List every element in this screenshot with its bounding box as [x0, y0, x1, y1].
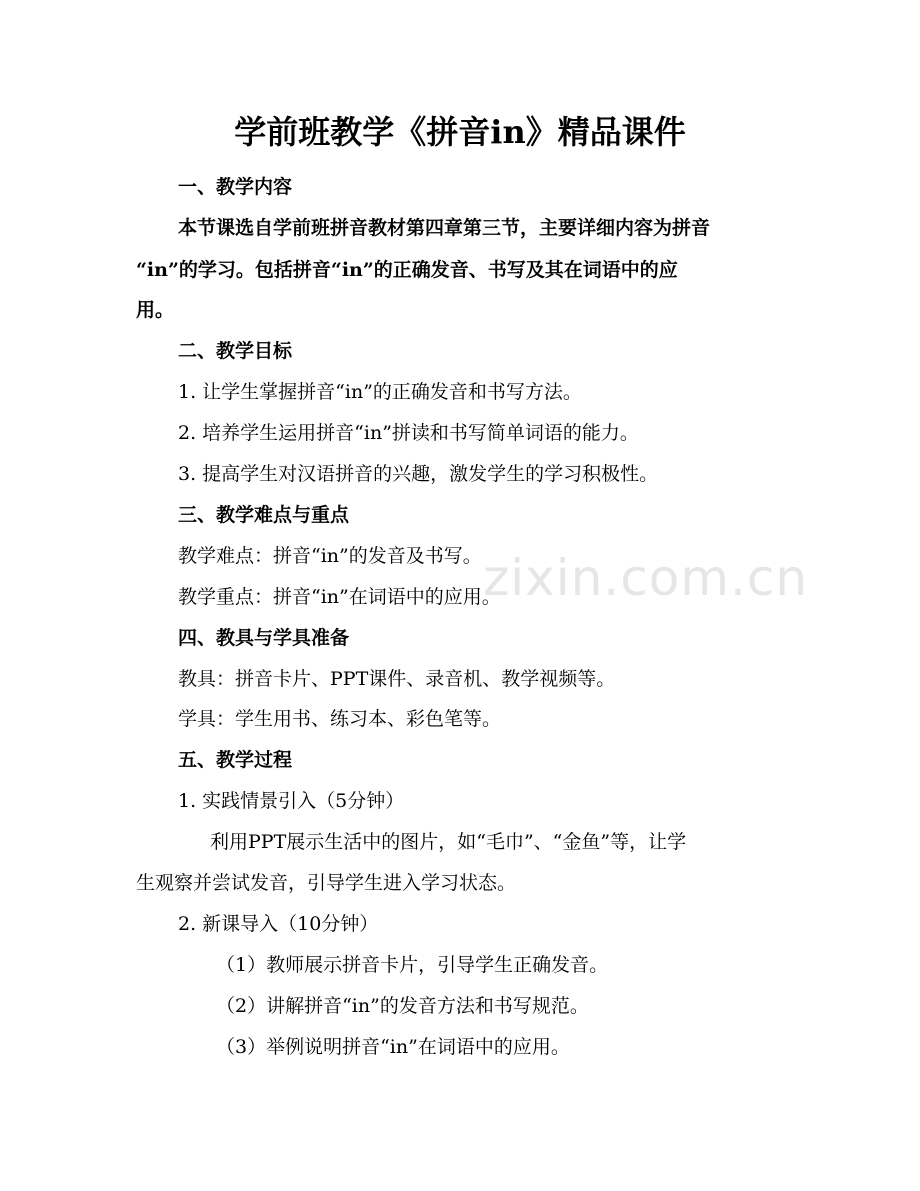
- tools-item: 学具：学生用书、练习本、彩色笔等。: [178, 708, 502, 730]
- process-step-title: 1. 实践情景引入（5分钟）: [178, 790, 405, 812]
- section-heading-tools: 四、教具与学具准备: [178, 627, 350, 649]
- difficulty-item: 教学难点：拼音“in”的发音及书写。: [178, 545, 482, 567]
- objective-item: 3. 提高学生对汉语拼音的兴趣，激发学生的学习积极性。: [178, 463, 659, 485]
- page-title: 学前班教学《拼音in》精品课件: [234, 113, 686, 151]
- objective-item: 2. 培养学生运用拼音“in”拼读和书写简单词语的能力。: [178, 422, 639, 444]
- process-substep-item: （2）讲解拼音“in”的发音方法和书写规范。: [216, 995, 589, 1017]
- section-heading-content: 一、教学内容: [178, 176, 293, 198]
- process-paragraph-line: 生观察并尝试发音，引导学生进入学习状态。: [136, 872, 517, 894]
- section-heading-process: 五、教学过程: [178, 749, 293, 771]
- process-step-title: 2. 新课导入（10分钟）: [178, 913, 379, 935]
- content-paragraph-line: “in”的学习。包括拼音“in”的正确发音、书写及其在词语中的应: [136, 259, 678, 281]
- content-paragraph-line: 本节课选自学前班拼音教材第四章第三节，主要详细内容为拼音: [178, 217, 711, 239]
- process-substep-item: （1）教师展示拼音卡片，引导学生正确发音。: [216, 954, 609, 976]
- difficulty-item: 教学重点：拼音“in”在词语中的应用。: [178, 586, 501, 608]
- watermark: zixin.com.cn: [483, 549, 809, 607]
- process-substep-item: （3）举例说明拼音“in”在词语中的应用。: [216, 1036, 570, 1058]
- objective-item: 1. 让学生掌握拼音“in”的正确发音和书写方法。: [178, 381, 582, 403]
- section-heading-objectives: 二、教学目标: [178, 340, 293, 362]
- content-paragraph-line: 用。: [136, 299, 175, 321]
- section-heading-difficulties: 三、教学难点与重点: [178, 504, 350, 526]
- process-paragraph-line: 利用PPT展示生活中的图片，如“毛巾”、“金鱼”等，让学: [210, 831, 687, 853]
- tools-item: 教具：拼音卡片、PPT课件、录音机、教学视频等。: [178, 668, 616, 690]
